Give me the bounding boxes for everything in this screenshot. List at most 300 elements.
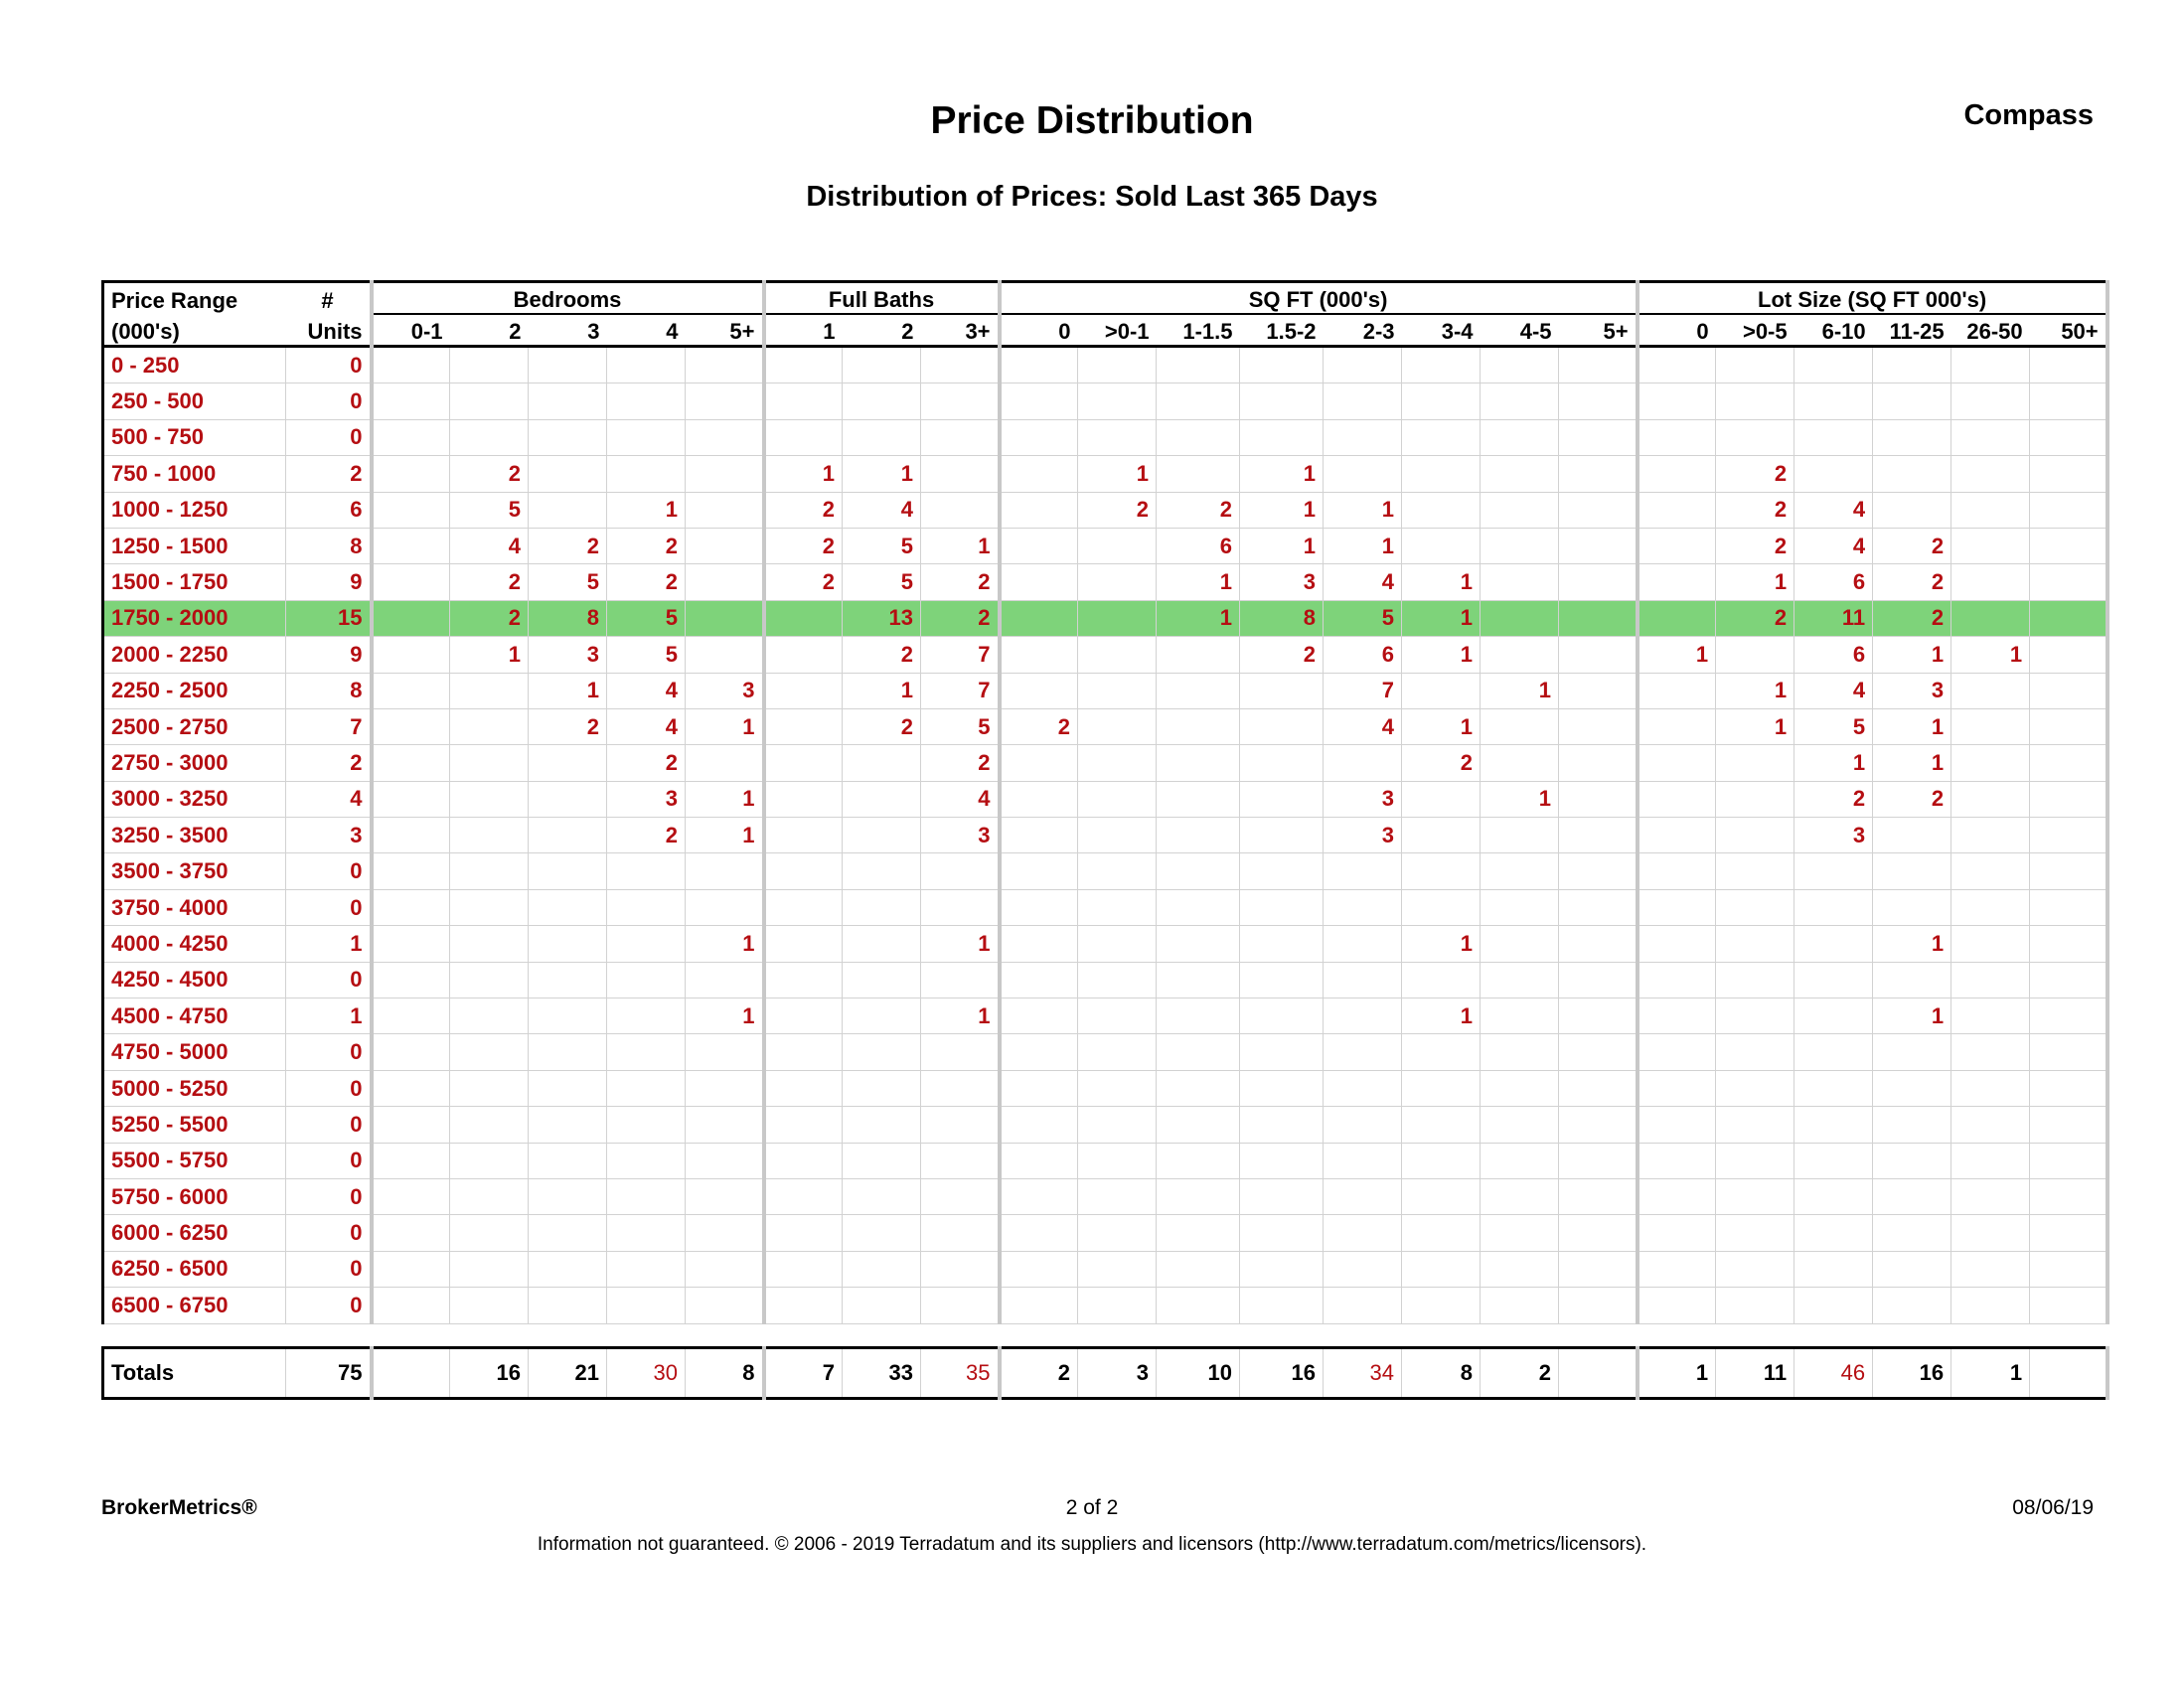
value-cell: [607, 926, 686, 962]
value-cell: [372, 600, 450, 636]
value-cell: [1951, 456, 2030, 492]
value-cell: [1000, 926, 1078, 962]
footer-brand: BrokerMetrics®: [101, 1496, 257, 1519]
value-cell: [1402, 889, 1481, 925]
value-cell: [1794, 889, 1873, 925]
value-cell: [1559, 1215, 1638, 1251]
table-row: [103, 889, 2107, 925]
value-cell: [686, 962, 764, 998]
value-cell: [1794, 1107, 1873, 1143]
value-cell: 8: [1240, 600, 1324, 636]
value-cell: [2030, 347, 2107, 384]
value-cell: [921, 347, 1000, 384]
value-cell: [372, 1215, 450, 1251]
totals-value-cell: 35: [921, 1347, 1000, 1398]
value-cell: [1794, 998, 1873, 1034]
value-cell: 1: [843, 673, 921, 708]
value-cell: [2030, 419, 2107, 455]
value-cell: [1157, 347, 1240, 384]
value-cell: [686, 492, 764, 528]
disclaimer: Information not guaranteed. © 2006 - 2019 Terradatum and its suppliers and licensors (http://www.terradatum.com/metrics/licensors).: [537, 1534, 1647, 1555]
value-cell: [607, 889, 686, 925]
value-cell: [1873, 1107, 1951, 1143]
price-range-cell: 5000 - 5250: [103, 1070, 286, 1106]
price-range-cell: 6500 - 6750: [103, 1288, 286, 1323]
table-row: [103, 708, 2107, 744]
value-cell: [1000, 528, 1078, 563]
value-cell: [372, 564, 450, 600]
value-cell: 1: [1951, 637, 2030, 673]
value-cell: [372, 528, 450, 563]
table-row: [103, 1215, 2107, 1251]
value-cell: [1157, 708, 1240, 744]
totals-value-cell: 8: [1402, 1347, 1481, 1398]
units-cell: 7: [286, 708, 372, 744]
value-cell: [450, 1107, 529, 1143]
value-cell: [843, 853, 921, 889]
value-cell: [1402, 673, 1481, 708]
table-row: [103, 745, 2107, 781]
value-cell: 5: [607, 637, 686, 673]
value-cell: [686, 1215, 764, 1251]
price-range-cell: 1000 - 1250: [103, 492, 286, 528]
value-cell: 1: [1873, 998, 1951, 1034]
header-row-columns: [103, 314, 2107, 347]
value-cell: [1157, 1288, 1240, 1323]
value-cell: 3: [1324, 781, 1402, 817]
price-range-header: Price Range: [103, 282, 286, 315]
value-cell: [1951, 673, 2030, 708]
value-cell: 8: [529, 600, 607, 636]
price-range-cell: 2000 - 2250: [103, 637, 286, 673]
value-cell: [1078, 745, 1157, 781]
price-range-cell: 2750 - 3000: [103, 745, 286, 781]
value-cell: [1324, 889, 1402, 925]
value-cell: [1951, 347, 2030, 384]
column-header: 1-1.5: [1157, 314, 1240, 347]
value-cell: [1324, 1288, 1402, 1323]
value-cell: 2: [1716, 528, 1794, 563]
price-range-cell: 500 - 750: [103, 419, 286, 455]
value-cell: [1157, 1251, 1240, 1287]
value-cell: [1078, 528, 1157, 563]
value-cell: 2: [1078, 492, 1157, 528]
value-cell: [1951, 492, 2030, 528]
value-cell: [1481, 1251, 1559, 1287]
value-cell: [2030, 1070, 2107, 1106]
value-cell: [529, 853, 607, 889]
value-cell: [843, 781, 921, 817]
table-row: [103, 456, 2107, 492]
value-cell: [1324, 926, 1402, 962]
value-cell: 2: [1873, 564, 1951, 600]
value-cell: [921, 1178, 1000, 1214]
value-cell: [1324, 1215, 1402, 1251]
price-range-cell: 1500 - 1750: [103, 564, 286, 600]
value-cell: [450, 708, 529, 744]
value-cell: [1716, 1143, 1794, 1178]
value-cell: [1638, 998, 1716, 1034]
value-cell: 1: [1324, 528, 1402, 563]
value-cell: [372, 637, 450, 673]
value-cell: [1716, 781, 1794, 817]
value-cell: [1638, 962, 1716, 998]
value-cell: [1240, 1107, 1324, 1143]
column-header: 3-4: [1402, 314, 1481, 347]
value-cell: [1481, 419, 1559, 455]
totals-value-cell: 10: [1157, 1347, 1240, 1398]
value-cell: [921, 492, 1000, 528]
value-cell: [1157, 673, 1240, 708]
value-cell: [1078, 419, 1157, 455]
value-cell: [1157, 962, 1240, 998]
value-cell: [1716, 818, 1794, 853]
value-cell: [1157, 1070, 1240, 1106]
value-cell: [1559, 637, 1638, 673]
value-cell: [843, 1178, 921, 1214]
value-cell: [2030, 600, 2107, 636]
value-cell: 6: [1794, 564, 1873, 600]
value-cell: [1000, 1288, 1078, 1323]
value-cell: [372, 781, 450, 817]
value-cell: [1559, 456, 1638, 492]
price-range-cell: 4500 - 4750: [103, 998, 286, 1034]
value-cell: [450, 745, 529, 781]
value-cell: [1324, 1251, 1402, 1287]
value-cell: [1481, 1215, 1559, 1251]
value-cell: [1951, 1251, 2030, 1287]
value-cell: [1157, 781, 1240, 817]
value-cell: [1794, 1251, 1873, 1287]
value-cell: [764, 1143, 843, 1178]
value-cell: [1716, 1070, 1794, 1106]
value-cell: 6: [1157, 528, 1240, 563]
value-cell: [1078, 564, 1157, 600]
value-cell: [607, 1107, 686, 1143]
value-cell: [450, 1215, 529, 1251]
value-cell: [607, 962, 686, 998]
spacer-cell: [103, 1323, 2107, 1347]
value-cell: [607, 384, 686, 419]
value-cell: [764, 1215, 843, 1251]
value-cell: [607, 456, 686, 492]
value-cell: [1240, 1178, 1324, 1214]
price-range-cell: 1250 - 1500: [103, 528, 286, 563]
value-cell: 3: [1794, 818, 1873, 853]
value-cell: [1559, 781, 1638, 817]
value-cell: [372, 384, 450, 419]
value-cell: 1: [1481, 673, 1559, 708]
value-cell: [1638, 564, 1716, 600]
value-cell: [686, 637, 764, 673]
value-cell: [607, 1251, 686, 1287]
value-cell: [1000, 419, 1078, 455]
value-cell: 4: [450, 528, 529, 563]
value-cell: [1951, 384, 2030, 419]
value-cell: [1638, 1178, 1716, 1214]
column-header: 2-3: [1324, 314, 1402, 347]
value-cell: [1481, 853, 1559, 889]
value-cell: [1716, 889, 1794, 925]
value-cell: [1324, 1178, 1402, 1214]
value-cell: 2: [1402, 745, 1481, 781]
value-cell: [372, 673, 450, 708]
value-cell: [1481, 637, 1559, 673]
value-cell: [764, 384, 843, 419]
value-cell: 1: [1324, 492, 1402, 528]
value-cell: [1000, 998, 1078, 1034]
value-cell: [764, 1251, 843, 1287]
value-cell: [2030, 998, 2107, 1034]
value-cell: 2: [921, 564, 1000, 600]
value-cell: [450, 781, 529, 817]
value-cell: [2030, 745, 2107, 781]
value-cell: [1951, 745, 2030, 781]
value-cell: [2030, 564, 2107, 600]
value-cell: [764, 1034, 843, 1070]
units-cell: 0: [286, 1107, 372, 1143]
value-cell: 4: [843, 492, 921, 528]
value-cell: [1638, 889, 1716, 925]
value-cell: 2: [1716, 600, 1794, 636]
value-cell: [921, 1070, 1000, 1106]
value-cell: [764, 781, 843, 817]
value-cell: 4: [1794, 673, 1873, 708]
totals-value-cell: 8: [686, 1347, 764, 1398]
value-cell: [372, 853, 450, 889]
value-cell: [1240, 962, 1324, 998]
value-cell: [529, 998, 607, 1034]
value-cell: [529, 745, 607, 781]
value-cell: [764, 347, 843, 384]
value-cell: [1951, 926, 2030, 962]
value-cell: [1873, 962, 1951, 998]
value-cell: [1157, 456, 1240, 492]
value-cell: [1000, 637, 1078, 673]
value-cell: 1: [1873, 745, 1951, 781]
value-cell: [764, 637, 843, 673]
value-cell: [1157, 384, 1240, 419]
value-cell: 1: [1240, 456, 1324, 492]
value-cell: 5: [529, 564, 607, 600]
value-cell: [1240, 1251, 1324, 1287]
value-cell: [764, 1178, 843, 1214]
value-cell: [1078, 1178, 1157, 1214]
value-cell: [529, 1288, 607, 1323]
value-cell: [1481, 926, 1559, 962]
value-cell: [1559, 1251, 1638, 1287]
value-cell: [1951, 419, 2030, 455]
value-cell: [529, 1107, 607, 1143]
value-cell: [1240, 1143, 1324, 1178]
value-cell: [1559, 1070, 1638, 1106]
column-header: 2: [843, 314, 921, 347]
value-cell: 2: [607, 528, 686, 563]
table-row: [103, 1251, 2107, 1287]
value-cell: [372, 1034, 450, 1070]
value-cell: [1240, 781, 1324, 817]
value-cell: [529, 1215, 607, 1251]
totals-value-cell: 3: [1078, 1347, 1157, 1398]
value-cell: [1638, 673, 1716, 708]
value-cell: [1481, 1034, 1559, 1070]
value-cell: 3: [1324, 818, 1402, 853]
value-cell: [843, 347, 921, 384]
column-header: 0: [1638, 314, 1716, 347]
value-cell: 7: [1324, 673, 1402, 708]
value-cell: 1: [686, 781, 764, 817]
value-cell: 1: [686, 926, 764, 962]
value-cell: [1000, 962, 1078, 998]
table-body: [103, 347, 2107, 1399]
value-cell: [1078, 1215, 1157, 1251]
units-cell: 0: [286, 1288, 372, 1323]
value-cell: 4: [1794, 528, 1873, 563]
value-cell: [1951, 962, 2030, 998]
value-cell: [529, 419, 607, 455]
value-cell: [1240, 1288, 1324, 1323]
value-cell: [1481, 745, 1559, 781]
totals-value-cell: 16: [1240, 1347, 1324, 1398]
value-cell: 2: [1157, 492, 1240, 528]
value-cell: 5: [607, 600, 686, 636]
units-cell: 15: [286, 600, 372, 636]
value-cell: [1951, 528, 2030, 563]
value-cell: [450, 1034, 529, 1070]
table-row: [103, 962, 2107, 998]
units-cell: 6: [286, 492, 372, 528]
value-cell: 1: [764, 456, 843, 492]
units-cell: 8: [286, 673, 372, 708]
value-cell: [2030, 889, 2107, 925]
value-cell: [1951, 564, 2030, 600]
value-cell: [450, 1143, 529, 1178]
value-cell: [450, 347, 529, 384]
value-cell: [1078, 637, 1157, 673]
value-cell: [450, 962, 529, 998]
value-cell: [1078, 926, 1157, 962]
page-subtitle: Distribution of Prices: Sold Last 365 Days: [806, 181, 1378, 213]
value-cell: [764, 926, 843, 962]
value-cell: 5: [1794, 708, 1873, 744]
value-cell: 6: [1794, 637, 1873, 673]
value-cell: [1324, 853, 1402, 889]
value-cell: [1000, 600, 1078, 636]
value-cell: [1638, 1034, 1716, 1070]
value-cell: [764, 1107, 843, 1143]
value-cell: [2030, 781, 2107, 817]
value-cell: [1324, 419, 1402, 455]
full-baths-group-header: Full Baths: [764, 282, 1000, 315]
value-cell: [1240, 1215, 1324, 1251]
value-cell: [1873, 456, 1951, 492]
value-cell: [1873, 1070, 1951, 1106]
value-cell: [1078, 1070, 1157, 1106]
value-cell: [686, 600, 764, 636]
value-cell: [1716, 637, 1794, 673]
value-cell: [1559, 1034, 1638, 1070]
value-cell: 3: [1240, 564, 1324, 600]
price-range-cell: 6250 - 6500: [103, 1251, 286, 1287]
value-cell: 4: [1794, 492, 1873, 528]
value-cell: [1481, 708, 1559, 744]
value-cell: [764, 853, 843, 889]
units-cell: 1: [286, 926, 372, 962]
value-cell: [843, 998, 921, 1034]
value-cell: [1481, 492, 1559, 528]
value-cell: [686, 528, 764, 563]
value-cell: [1559, 528, 1638, 563]
value-cell: [450, 419, 529, 455]
value-cell: [686, 853, 764, 889]
value-cell: [1716, 1178, 1794, 1214]
value-cell: [372, 347, 450, 384]
brand-name: Compass: [1963, 99, 2094, 131]
value-cell: [921, 456, 1000, 492]
value-cell: [686, 1178, 764, 1214]
value-cell: [1716, 853, 1794, 889]
value-cell: [686, 419, 764, 455]
value-cell: [2030, 1178, 2107, 1214]
value-cell: 2: [607, 564, 686, 600]
bedrooms-group-header: Bedrooms: [372, 282, 764, 315]
value-cell: [1559, 384, 1638, 419]
value-cell: [843, 1288, 921, 1323]
value-cell: [1559, 347, 1638, 384]
units-cell: 9: [286, 564, 372, 600]
value-cell: [529, 347, 607, 384]
value-cell: [529, 926, 607, 962]
value-cell: [1951, 998, 2030, 1034]
value-cell: [450, 853, 529, 889]
lot-size-group-header: Lot Size (SQ FT 000's): [1638, 282, 2107, 315]
value-cell: 1: [1078, 456, 1157, 492]
value-cell: 2: [1716, 492, 1794, 528]
value-cell: [1716, 347, 1794, 384]
units-cell: 0: [286, 384, 372, 419]
value-cell: 1: [1240, 528, 1324, 563]
units-cell: 0: [286, 419, 372, 455]
value-cell: [1000, 456, 1078, 492]
value-cell: [1559, 1143, 1638, 1178]
value-cell: [1481, 564, 1559, 600]
value-cell: 1: [1402, 637, 1481, 673]
value-cell: [372, 889, 450, 925]
totals-value-cell: 33: [843, 1347, 921, 1398]
units-header: #: [286, 282, 372, 315]
value-cell: 2: [1240, 637, 1324, 673]
value-cell: 2: [450, 456, 529, 492]
page-title: Price Distribution: [930, 99, 1254, 142]
value-cell: [372, 962, 450, 998]
value-cell: [1157, 1215, 1240, 1251]
value-cell: 1: [1873, 708, 1951, 744]
price-range-cell: 0 - 250: [103, 347, 286, 384]
value-cell: [1000, 1034, 1078, 1070]
value-cell: [1078, 1107, 1157, 1143]
value-cell: [1794, 347, 1873, 384]
value-cell: [686, 1107, 764, 1143]
units-cell: 0: [286, 1034, 372, 1070]
value-cell: [1324, 1107, 1402, 1143]
value-cell: [1559, 998, 1638, 1034]
value-cell: [1078, 347, 1157, 384]
value-cell: 2: [1716, 456, 1794, 492]
value-cell: 1: [1873, 926, 1951, 962]
value-cell: [1240, 1070, 1324, 1106]
value-cell: [1559, 1288, 1638, 1323]
value-cell: [1794, 1288, 1873, 1323]
